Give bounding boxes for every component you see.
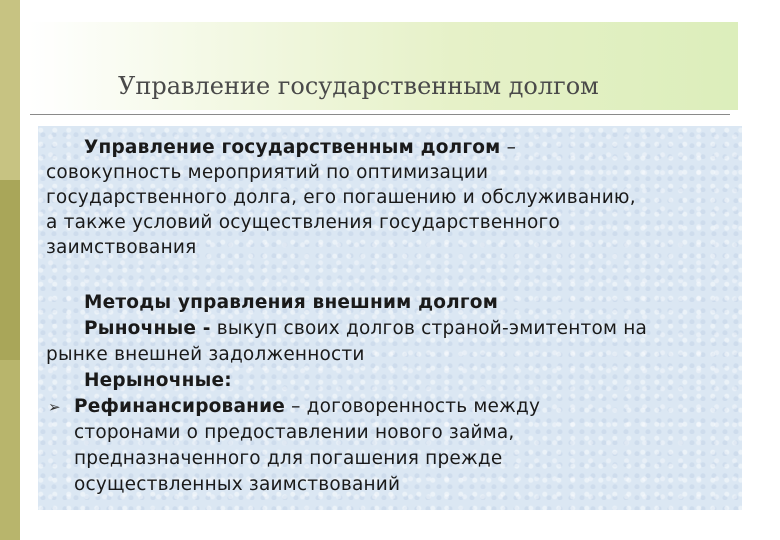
title-divider <box>30 114 730 115</box>
refinancing-text: – договоренность между <box>285 396 541 417</box>
definition-line: совокупность мероприятий по оптимизации <box>46 162 489 183</box>
definition-dash: – <box>500 137 517 158</box>
definition-term: Управление государственным долгом <box>84 137 501 158</box>
refinancing-line <box>74 394 540 419</box>
accent-bar <box>0 0 20 540</box>
nonmarket-heading: Нерыночные: <box>84 370 232 391</box>
definition-line: а также условий осуществления государственного <box>46 212 560 233</box>
market-method-text: выкуп своих долгов страной-эмитентом на <box>210 318 648 339</box>
slide-title: Управление государственным долгом <box>118 72 599 100</box>
refinancing-line: предназначенного для погашения прежде <box>74 448 503 469</box>
methods-heading: Методы управления внешним долгом <box>84 292 499 313</box>
arrow-bullet-icon: ➢ <box>48 398 61 416</box>
accent-bar-segment <box>0 360 20 540</box>
accent-bar-segment <box>0 0 20 180</box>
definition-line: заимствования <box>46 237 197 258</box>
refinancing-term: Рефинансирование <box>74 396 286 417</box>
market-method-term: Рыночные - <box>84 318 211 339</box>
refinancing-line: осуществленных заимствований <box>74 474 401 495</box>
market-method-line2: рынке внешней задолженности <box>46 344 365 365</box>
accent-bar-segment <box>0 180 20 360</box>
definition-first-line <box>84 135 516 160</box>
definition-line: государственного долга, его погашению и обслуживанию, <box>46 187 636 208</box>
market-method-line <box>84 316 647 341</box>
refinancing-line: сторонами о предоставлении нового займа, <box>74 422 515 443</box>
